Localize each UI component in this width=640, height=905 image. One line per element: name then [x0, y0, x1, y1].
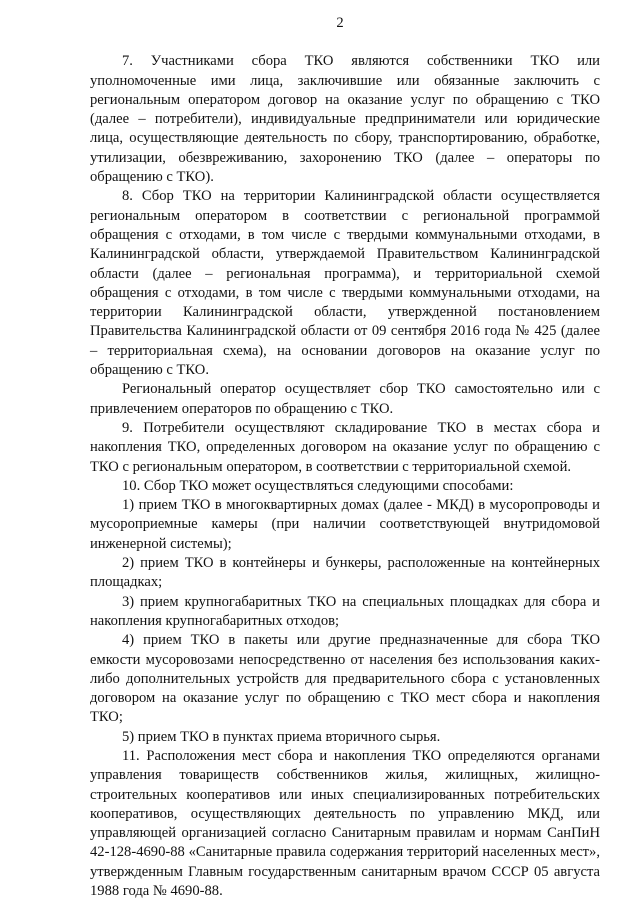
list-item-2: 2) прием ТКО в контейнеры и бункеры, расположенные на контейнерных площадках; — [90, 555, 600, 591]
paragraph-8-regional-operator: Региональный оператор осуществляет сбор ТКО самостоятельно или с привлечением операторов по обращению с ТКО. — [90, 381, 600, 417]
paragraph-11: 11. Расположения мест сбора и накопления ТКО определяются органами управления товариществ собственников жилья, жилищных, жилищно-строительных кооперативов или иных специализированных потребительских кооперативов, осуществляющих деятельность по управлению МКД, или управляющей организацией согласно Санитарным правилам и нормам СанПиН 42-128-4690-88 «Санитарные правила содержания территорий населенных мест», утвержденным Главным государственным санитарным врачом СССР 05 августа 1988 года № 4690-88. — [90, 747, 600, 900]
list-item-5: 5) прием ТКО в пунктах приема вторичного сырья. — [122, 728, 441, 745]
list-item-4: 4) прием ТКО в пакеты или другие предназначенные для сбора ТКО емкости мусоровозами непосредственно от населения без использования каких-либо дополнительных устройств для предварительного сбора с установленных договором на оказание услуг по обращению с ТКО мест сбора и накопления ТКО; — [90, 632, 600, 726]
paragraph-7: 7. Участниками сбора ТКО являются собственники ТКО или уполномоченные ими лица, заключившие или обязанные заключить с региональным оператором договор на оказание услуг по обращению с ТКО (далее – потребители), индивидуальные предприниматели или юридические лица, осуществляющие деятельность по сбору, транспортированию, обработке, утилизации, обезвреживанию, захоронению ТКО (далее – операторы по обращению с ТКО). — [90, 53, 600, 186]
paragraph-8: 8. Сбор ТКО на территории Калининградской области осуществляется региональным оператором в соответствии с региональной программой обращения с отходами, в том числе с твердыми коммунальными отходами, в Калининградской области, утверждаемой Правительством Калининградской области (далее – региональная программа), и территориальной схемой обращения с отходами, в том числе с твердыми коммунальными отходами, на территории Калининградской области, утвержденной постановлением Правительства Калининградской области от 09 сентября 2016 года № 425 (далее – территориальная схема), на основании договоров на оказание услуг по обращению с ТКО. — [90, 188, 600, 379]
paragraph-9: 9. Потребители осуществляют складирование ТКО в местах сбора и накопления ТКО, определенных договором на оказание услуг по обращению с ТКО с региональным оператором, в соответствии с территориальной схемой. — [90, 419, 600, 475]
page-number: 2 — [336, 15, 344, 31]
list-item-3: 3) прием крупногабаритных ТКО на специальных площадках для сбора и накопления крупногабаритных отходов; — [90, 593, 600, 629]
paragraph-10: 10. Сбор ТКО может осуществляться следующими способами: — [122, 477, 514, 494]
list-item-1: 1) прием ТКО в многоквартирных домах (далее - МКД) в мусоропроводы и мусороприемные камеры (при наличии соответствующей внутридомовой инженерной системы); — [90, 497, 600, 552]
